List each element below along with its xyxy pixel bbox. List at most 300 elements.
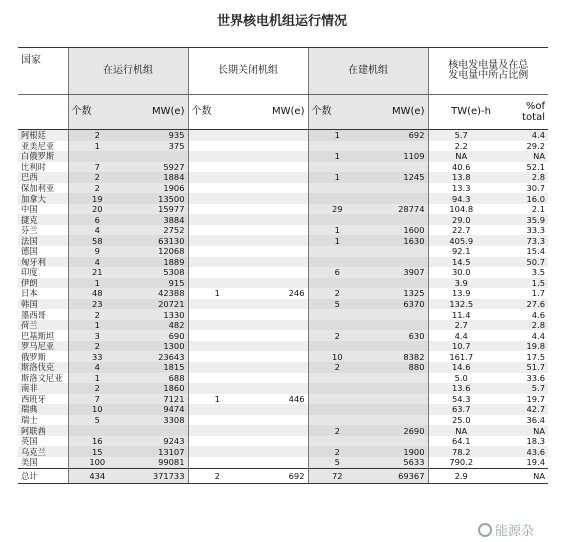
table-row	[18, 130, 548, 141]
cell-operating-units: 4	[68, 257, 126, 268]
cell-shutdown-units	[188, 193, 246, 204]
cell-construction-mw: 2690	[366, 425, 428, 436]
cell-construction-units	[308, 193, 366, 204]
cell-shutdown-mw	[246, 278, 308, 289]
table-row	[18, 214, 548, 225]
cell-operating-units: 6	[68, 214, 126, 225]
cell-operating-mw: 7121	[126, 394, 188, 405]
cell-construction-mw	[366, 373, 428, 384]
header-operating: 在运行机组	[68, 48, 188, 95]
cell-pct: 17.5	[526, 351, 545, 362]
cell-pct: 15.4	[526, 246, 545, 257]
cell-shutdown-units	[188, 457, 246, 468]
cell-construction-units: 6	[308, 267, 366, 278]
total-shutdown-units: 2	[188, 468, 246, 483]
cell-shutdown-mw	[246, 425, 308, 436]
cell-construction-mw	[366, 404, 428, 415]
table-row	[18, 267, 548, 278]
cell-pct: 4.4	[494, 130, 548, 141]
cell-operating-units: 2	[68, 341, 126, 352]
cell-shutdown-mw: 246	[288, 288, 305, 299]
cell-pct: 33.3	[526, 225, 545, 236]
cell-pct: 19.4	[526, 457, 545, 468]
cell-operating-mw	[126, 151, 188, 162]
table-row	[18, 394, 548, 405]
cell-country: 墨西哥	[21, 309, 46, 320]
table-row	[18, 320, 548, 331]
cell-operating-mw: 1300	[126, 341, 188, 352]
cell-construction-units	[308, 214, 366, 225]
cell-shutdown-mw	[246, 267, 308, 278]
cell-shutdown-mw	[246, 362, 308, 373]
cell-pct: NA	[494, 151, 548, 162]
table-row	[18, 162, 548, 173]
cell-construction-mw	[366, 436, 428, 447]
table-row	[18, 151, 548, 162]
cell-pct: 1.7	[531, 288, 545, 299]
cell-operating-mw: 20721	[126, 299, 188, 310]
cell-pct: 18.3	[526, 436, 545, 447]
cell-shutdown-units	[188, 362, 246, 373]
cell-construction-units: 1	[308, 130, 366, 141]
cell-pct: 51.7	[494, 362, 548, 373]
cell-twh: 161.7	[428, 351, 494, 362]
cell-shutdown-mw: 446	[288, 393, 305, 404]
cell-country: 俄罗斯	[21, 351, 46, 362]
cell-twh: 2.7	[428, 320, 494, 331]
cell-shutdown-mw	[246, 330, 308, 341]
cell-shutdown-mw	[246, 436, 308, 447]
cell-operating-mw: 23643	[126, 351, 188, 362]
table-row	[18, 288, 548, 299]
cell-country: 巴西	[18, 172, 68, 183]
cell-construction-units: 2	[308, 446, 366, 457]
cell-construction-mw	[366, 214, 428, 225]
cell-shutdown-units	[188, 278, 246, 289]
table-row	[18, 141, 548, 152]
table-row	[18, 299, 548, 310]
cell-construction-mw: 1600	[366, 225, 428, 236]
cell-operating-units: 2	[68, 130, 126, 141]
cell-construction-mw: 1325	[366, 288, 428, 299]
cell-twh: 790.2	[428, 457, 494, 468]
cell-country: 斯洛伐克	[18, 362, 68, 373]
watermark	[478, 520, 534, 539]
cell-construction-units: 5	[308, 457, 366, 468]
cell-shutdown-units	[188, 330, 246, 341]
cell-construction-mw	[366, 383, 428, 394]
header-shutdown-units: 个数	[188, 95, 246, 130]
cell-country: 美国	[21, 457, 38, 468]
cell-twh: 14.6	[428, 362, 494, 373]
cell-shutdown-units	[188, 141, 246, 152]
cell-operating-mw: 375	[126, 141, 188, 152]
cell-shutdown-units	[188, 309, 246, 320]
total-pct: NA	[494, 468, 548, 483]
cell-operating-mw: 3884	[126, 214, 188, 225]
cell-construction-units	[308, 394, 366, 405]
total-construction-mw: 69367	[366, 468, 428, 483]
cell-construction-units: 10	[308, 351, 366, 362]
cell-operating-units: 33	[68, 351, 126, 362]
cell-construction-units	[308, 278, 366, 289]
cell-shutdown-units	[188, 257, 246, 268]
cell-pct: 42.7	[494, 404, 548, 415]
cell-pct: 36.4	[526, 415, 545, 426]
cell-operating-mw: 482	[126, 320, 188, 331]
cell-operating-units: 16	[68, 436, 126, 447]
cell-twh: 3.9	[428, 278, 494, 289]
cell-operating-mw: 9243	[126, 436, 188, 447]
cell-operating-units: 2	[68, 309, 126, 320]
cell-construction-units	[308, 436, 366, 447]
cell-construction-units: 5	[308, 299, 366, 310]
cell-shutdown-mw	[246, 341, 308, 352]
table-row	[18, 235, 548, 246]
cell-pct: 4.6	[531, 309, 545, 320]
cell-twh: 13.6	[428, 383, 494, 394]
cell-construction-units: 1	[308, 172, 366, 183]
cell-operating-units: 19	[68, 193, 126, 204]
cell-shutdown-units	[188, 436, 246, 447]
cell-pct: NA	[494, 425, 548, 436]
cell-twh: NA	[428, 425, 494, 436]
cell-twh: NA	[428, 151, 494, 162]
cell-pct: 19.7	[526, 393, 545, 404]
cell-construction-mw: 630	[366, 330, 428, 341]
cell-construction-mw	[366, 320, 428, 331]
cell-operating-mw: 5308	[126, 267, 188, 278]
cell-construction-units	[308, 383, 366, 394]
cell-operating-units: 1	[68, 320, 126, 331]
cell-operating-units: 2	[68, 183, 126, 194]
cell-twh: 5.7	[428, 130, 494, 141]
cell-operating-units: 58	[68, 235, 126, 246]
cell-country: 荷兰	[18, 320, 68, 331]
cell-shutdown-mw	[246, 351, 308, 362]
cell-country: 瑞典	[18, 404, 68, 415]
cell-shutdown-mw	[246, 183, 308, 194]
cell-country: 亚美尼亚	[21, 140, 55, 151]
cell-operating-mw: 15977	[126, 204, 188, 215]
header-share	[428, 48, 548, 95]
cell-operating-units: 4	[68, 362, 126, 373]
cell-operating-mw: 1889	[126, 257, 188, 268]
cell-operating-units: 1	[68, 373, 126, 384]
cell-operating-units: 7	[68, 394, 126, 405]
cell-construction-units	[308, 373, 366, 384]
watermark-logo-icon	[478, 523, 492, 537]
header-shutdown-mw: MW(e)	[246, 95, 308, 130]
header-operating-units: 个数	[68, 95, 126, 130]
cell-shutdown-units	[188, 235, 246, 246]
cell-operating-units: 100	[68, 457, 126, 468]
cell-twh: 2.2	[428, 141, 494, 152]
cell-construction-mw	[366, 394, 428, 405]
cell-construction-mw	[366, 341, 428, 352]
cell-twh: 54.3	[428, 394, 494, 405]
cell-country: 白俄罗斯	[18, 151, 68, 162]
reactor-table	[18, 47, 548, 484]
cell-pct: 30.7	[526, 183, 545, 193]
cell-shutdown-mw	[246, 383, 308, 394]
cell-shutdown-mw	[246, 130, 308, 141]
table-row	[18, 309, 548, 320]
cell-pct: 5.7	[494, 383, 548, 394]
watermark-text: 能源杂	[495, 524, 535, 539]
cell-country: 加拿大	[18, 193, 68, 204]
cell-shutdown-units	[188, 204, 246, 215]
cell-construction-units	[308, 309, 366, 320]
cell-construction-units	[308, 162, 366, 173]
table-row	[18, 362, 548, 373]
cell-operating-mw: 915	[126, 278, 188, 289]
cell-shutdown-mw	[246, 404, 308, 415]
cell-operating-units: 5	[68, 415, 126, 426]
cell-pct: 19.8	[494, 341, 548, 352]
cell-country: 捷克	[18, 214, 68, 225]
cell-shutdown-units	[188, 446, 246, 457]
cell-operating-mw: 688	[126, 373, 188, 384]
cell-construction-mw	[366, 193, 428, 204]
header-construction-units: 个数	[308, 95, 366, 130]
cell-construction-units: 2	[308, 362, 366, 373]
cell-country: 德国	[21, 246, 38, 257]
cell-construction-mw: 5633	[366, 457, 428, 468]
cell-country: 中国	[21, 204, 38, 215]
cell-operating-mw	[126, 425, 188, 436]
cell-pct: 4.4	[531, 330, 545, 341]
cell-twh: 104.8	[428, 204, 494, 215]
total-country: 总计	[18, 468, 68, 483]
cell-country: 日本	[21, 288, 38, 299]
table-row	[18, 341, 548, 352]
table-row	[18, 351, 548, 362]
cell-country: 阿联酋	[18, 425, 68, 436]
table-row	[18, 446, 548, 457]
table-row	[18, 425, 548, 436]
cell-operating-mw: 935	[126, 130, 188, 141]
cell-construction-mw	[366, 183, 428, 194]
cell-pct: 73.3	[494, 235, 548, 246]
cell-construction-mw	[366, 141, 428, 152]
total-row	[18, 468, 548, 483]
table-row	[18, 436, 548, 447]
cell-shutdown-mw	[246, 172, 308, 183]
cell-operating-mw: 13500	[126, 193, 188, 204]
cell-shutdown-units	[188, 246, 246, 257]
cell-operating-mw: 690	[126, 330, 188, 341]
cell-shutdown-units	[188, 299, 246, 310]
cell-country: 比利时	[21, 161, 46, 172]
cell-shutdown-mw	[246, 299, 308, 310]
cell-shutdown-mw	[246, 320, 308, 331]
cell-construction-units	[308, 246, 366, 257]
cell-shutdown-mw	[246, 246, 308, 257]
cell-shutdown-units	[188, 351, 246, 362]
cell-construction-units	[308, 183, 366, 194]
cell-pct: 2.8	[494, 320, 548, 331]
cell-twh: 22.7	[428, 225, 494, 236]
cell-pct: 27.6	[494, 299, 548, 310]
cell-twh: 13.9	[428, 288, 494, 299]
cell-shutdown-units	[188, 373, 246, 384]
cell-operating-mw: 1884	[126, 172, 188, 183]
cell-operating-units: 23	[68, 299, 126, 310]
cell-shutdown-units	[188, 415, 246, 426]
cell-pct: 50.7	[494, 257, 548, 268]
cell-operating-mw: 99081	[126, 457, 188, 468]
header-twh: TW(e)-h	[428, 95, 494, 130]
cell-shutdown-mw	[246, 415, 308, 426]
header-pct-line2: total	[522, 112, 545, 123]
cell-construction-units	[308, 341, 366, 352]
cell-operating-mw: 63130	[126, 235, 188, 246]
cell-construction-units	[308, 404, 366, 415]
cell-shutdown-mw	[246, 457, 308, 468]
cell-shutdown-mw	[246, 204, 308, 215]
header-pct-line1: %of	[525, 101, 545, 112]
total-construction-units: 72	[308, 468, 366, 483]
cell-twh: 94.3	[428, 193, 494, 204]
cell-operating-mw: 12068	[126, 246, 188, 257]
cell-country: 罗马尼亚	[18, 341, 68, 352]
cell-construction-mw: 3907	[366, 267, 428, 278]
cell-operating-mw: 2752	[126, 225, 188, 236]
table-row	[18, 457, 548, 468]
cell-construction-mw: 28774	[366, 204, 428, 215]
cell-operating-units: 1	[68, 278, 126, 289]
cell-construction-mw: 692	[366, 130, 428, 141]
table-row	[18, 172, 548, 183]
table-row	[18, 257, 548, 268]
cell-operating-mw: 9474	[126, 404, 188, 415]
cell-pct: 3.5	[531, 267, 545, 278]
cell-pct: 52.1	[526, 161, 545, 172]
cell-operating-mw: 3308	[126, 415, 188, 426]
cell-construction-units	[308, 320, 366, 331]
cell-pct: 33.6	[526, 372, 545, 383]
header-share-line2: 发电量中所占比例	[448, 70, 529, 81]
cell-shutdown-units	[188, 425, 246, 436]
cell-twh: 4.4	[428, 330, 494, 341]
cell-operating-units: 3	[68, 330, 126, 341]
cell-country: 芬兰	[21, 225, 38, 236]
cell-shutdown-units	[188, 383, 246, 394]
cell-operating-units: 1	[68, 141, 126, 152]
cell-operating-mw: 1330	[126, 309, 188, 320]
total-shutdown-mw: 692	[246, 468, 308, 483]
cell-operating-mw: 42388	[126, 288, 188, 299]
cell-pct: 43.6	[494, 446, 548, 457]
cell-twh: 10.7	[428, 341, 494, 352]
cell-shutdown-units	[188, 183, 246, 194]
cell-construction-units: 29	[308, 204, 366, 215]
cell-twh: 25.0	[428, 415, 494, 426]
cell-construction-mw	[366, 246, 428, 257]
table-row	[18, 373, 548, 384]
total-operating-units: 434	[68, 468, 126, 483]
cell-country: 乌克兰	[18, 446, 68, 457]
cell-operating-mw: 1860	[126, 383, 188, 394]
cell-construction-mw: 1109	[366, 151, 428, 162]
cell-pct: 29.2	[526, 140, 545, 151]
page-title: 世界核电机组运行情况	[216, 14, 347, 29]
cell-shutdown-units	[188, 404, 246, 415]
cell-country: 巴基斯坦	[21, 330, 55, 341]
cell-construction-mw	[366, 309, 428, 320]
cell-country: 印度	[21, 267, 38, 278]
header-pct	[494, 95, 548, 130]
cell-operating-units: 9	[68, 246, 126, 257]
cell-twh: 5.0	[428, 373, 494, 384]
cell-country: 韩国	[18, 299, 68, 310]
cell-twh: 13.8	[428, 172, 494, 183]
cell-operating-units: 48	[68, 288, 126, 299]
cell-shutdown-units	[188, 130, 246, 141]
cell-construction-mw: 8382	[366, 351, 428, 362]
cell-construction-units: 2	[308, 425, 366, 436]
table-row	[18, 404, 548, 415]
cell-twh: 29.0	[428, 214, 494, 225]
cell-shutdown-units: 1	[188, 288, 246, 299]
cell-pct: 16.0	[494, 193, 548, 204]
cell-shutdown-mw	[246, 225, 308, 236]
cell-operating-units: 2	[68, 383, 126, 394]
header-shutdown: 长期关闭机组	[188, 48, 308, 95]
total-twh: 2.9	[428, 468, 494, 483]
cell-twh: 11.4	[428, 309, 494, 320]
cell-operating-units	[68, 151, 126, 162]
cell-operating-units: 15	[68, 446, 126, 457]
cell-country: 法国	[18, 235, 68, 246]
cell-country: 伊朗	[18, 278, 68, 289]
table-row	[18, 383, 548, 394]
cell-shutdown-mw	[246, 162, 308, 173]
cell-construction-units: 1	[308, 151, 366, 162]
cell-operating-units: 20	[68, 204, 126, 215]
cell-construction-units: 1	[308, 225, 366, 236]
cell-construction-units	[308, 257, 366, 268]
cell-operating-units: 4	[68, 225, 126, 236]
cell-construction-units: 1	[308, 235, 366, 246]
total-operating-mw: 371733	[126, 468, 188, 483]
cell-shutdown-units	[188, 172, 246, 183]
cell-twh: 63.7	[428, 404, 494, 415]
cell-operating-mw: 13107	[126, 446, 188, 457]
header-construction-mw: MW(e)	[366, 95, 428, 130]
cell-construction-mw: 1630	[366, 235, 428, 246]
cell-shutdown-mw	[246, 151, 308, 162]
cell-operating-units: 10	[68, 404, 126, 415]
table-row	[18, 204, 548, 215]
header-operating-mw: MW(e)	[126, 95, 188, 130]
cell-construction-units	[308, 415, 366, 426]
cell-operating-units	[68, 425, 126, 436]
cell-operating-mw: 1815	[126, 362, 188, 373]
cell-shutdown-mw	[246, 257, 308, 268]
table-row	[18, 415, 548, 426]
cell-operating-units: 21	[68, 267, 126, 278]
table-row	[18, 330, 548, 341]
header-share-line1: 核电发电量及在总	[448, 60, 529, 71]
cell-shutdown-units	[188, 267, 246, 278]
cell-twh: 405.9	[428, 235, 494, 246]
cell-pct: 2.1	[531, 204, 545, 215]
cell-twh: 30.0	[428, 267, 494, 278]
cell-twh: 40.6	[428, 162, 494, 173]
cell-pct: 35.9	[494, 214, 548, 225]
